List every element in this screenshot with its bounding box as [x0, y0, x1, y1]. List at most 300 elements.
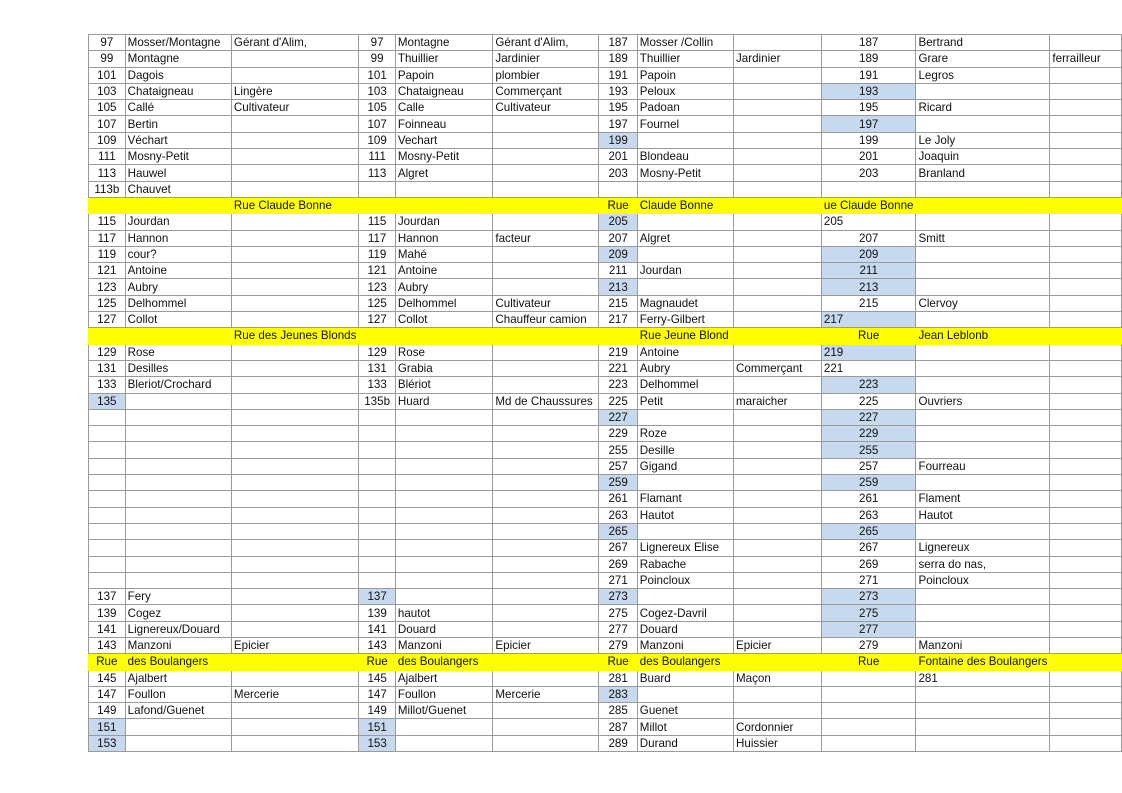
house-number-cell: 209 [821, 246, 916, 262]
table-cell [231, 263, 358, 279]
house-number-cell [359, 572, 395, 588]
table-cell: Commerçant [734, 360, 822, 376]
house-number-cell [89, 442, 126, 458]
house-number-cell: 261 [599, 491, 637, 507]
table-row [89, 51, 1122, 67]
table-row [89, 246, 1122, 262]
table-cell [734, 67, 822, 83]
house-number-cell: 287 [599, 719, 637, 735]
table-cell [637, 475, 733, 491]
table-cell [1050, 230, 1122, 246]
table-cell: Mosser /Collin [637, 35, 733, 51]
table-row [89, 719, 1122, 735]
table-cell [493, 605, 599, 621]
house-number-cell: 147 [359, 686, 395, 702]
table-cell [493, 263, 599, 279]
table-cell [395, 409, 493, 425]
table-cell: hautot [395, 605, 493, 621]
table-cell [493, 246, 599, 262]
table-cell [637, 214, 733, 230]
table-cell [493, 719, 599, 735]
table-cell: Rose [395, 344, 493, 360]
table-cell [231, 670, 358, 686]
house-number-cell: 269 [599, 556, 637, 572]
table-cell: Buard [637, 670, 733, 686]
table-cell [734, 491, 822, 507]
table-cell [231, 654, 358, 670]
table-cell [916, 83, 1050, 99]
table-row [89, 181, 1122, 197]
table-row [89, 214, 1122, 230]
table-cell: Commerçant [493, 83, 599, 99]
table-row [89, 426, 1122, 442]
table-row [89, 230, 1122, 246]
table-cell [916, 246, 1050, 262]
table-cell: plombier [493, 67, 599, 83]
table-cell: Delhommel [395, 295, 493, 311]
house-number-cell [359, 181, 395, 197]
table-cell: Jardinier [734, 51, 822, 67]
table-cell: Jourdan [637, 263, 733, 279]
table-row [89, 686, 1122, 702]
table-cell: Delhommel [125, 295, 231, 311]
table-cell [231, 360, 358, 376]
house-number-cell: 203 [821, 165, 916, 181]
house-number-cell [89, 426, 126, 442]
table-cell: Algret [637, 230, 733, 246]
table-cell: Jourdan [395, 214, 493, 230]
table-cell [125, 328, 231, 344]
house-number-cell: 195 [821, 100, 916, 116]
table-cell [916, 377, 1050, 393]
table-cell: Cogez [125, 605, 231, 621]
house-number-cell: 139 [359, 605, 395, 621]
table-cell [1050, 589, 1122, 605]
house-number-cell: Rue [89, 654, 126, 670]
table-cell [231, 556, 358, 572]
table-cell: Hannon [395, 230, 493, 246]
house-number-cell: 191 [821, 67, 916, 83]
table-cell [1050, 442, 1122, 458]
house-number-cell: 111 [89, 149, 126, 165]
house-number-cell: 113 [359, 165, 395, 181]
table-cell [395, 475, 493, 491]
house-number-cell: 127 [89, 312, 126, 328]
table-cell: 281 [916, 670, 1050, 686]
table-cell: Flamant [637, 491, 733, 507]
house-number-cell [821, 703, 916, 719]
house-number-cell: 197 [821, 116, 916, 132]
table-cell [916, 181, 1050, 197]
table-cell [1050, 426, 1122, 442]
house-number-cell: 201 [599, 149, 637, 165]
table-cell [916, 589, 1050, 605]
house-number-cell [359, 556, 395, 572]
house-number-cell [359, 475, 395, 491]
table-cell: Jean Leblonb [916, 328, 1050, 344]
house-number-cell: 189 [599, 51, 637, 67]
table-cell: cour? [125, 246, 231, 262]
table-cell [1050, 686, 1122, 702]
table-cell [916, 703, 1050, 719]
table-cell: Roze [637, 426, 733, 442]
table-cell: Blériot [395, 377, 493, 393]
table-row [89, 35, 1122, 51]
table-cell: Petit [637, 393, 733, 409]
house-number-cell: 119 [359, 246, 395, 262]
house-number-cell: 271 [821, 572, 916, 588]
table-row [89, 540, 1122, 556]
house-number-cell: 99 [89, 51, 126, 67]
house-number-cell: 207 [599, 230, 637, 246]
table-cell: Delhommel [637, 377, 733, 393]
house-number-cell: 275 [821, 605, 916, 621]
house-number-cell [89, 409, 126, 425]
house-number-cell [821, 719, 916, 735]
table-cell [1050, 409, 1122, 425]
table-cell: Mahé [395, 246, 493, 262]
table-cell: Hannon [125, 230, 231, 246]
table-row [89, 132, 1122, 148]
table-cell [493, 344, 599, 360]
table-cell [493, 458, 599, 474]
table-cell: Guenet [637, 703, 733, 719]
house-number-cell [821, 670, 916, 686]
table-cell [1050, 35, 1122, 51]
table-cell: Chataigneau [395, 83, 493, 99]
table-cell [734, 458, 822, 474]
table-cell [231, 426, 358, 442]
table-cell [231, 572, 358, 588]
house-number-cell: 113b [89, 181, 126, 197]
house-number-cell: 119 [89, 246, 126, 262]
table-cell: Chataigneau [125, 83, 231, 99]
table-cell: Ouvriers [916, 393, 1050, 409]
table-cell [734, 556, 822, 572]
table-cell [231, 735, 358, 751]
table-cell [916, 686, 1050, 702]
table-cell [1050, 491, 1122, 507]
house-number-cell: 221 [599, 360, 637, 376]
table-cell [231, 621, 358, 637]
table-cell: Bertrand [916, 35, 1050, 51]
house-number-cell: Rue [359, 654, 395, 670]
table-cell: Desilles [125, 360, 231, 376]
house-number-cell: 103 [359, 83, 395, 99]
house-number-cell [359, 523, 395, 539]
house-number-cell [359, 491, 395, 507]
house-number-cell [89, 507, 126, 523]
table-cell [395, 197, 493, 213]
table-cell [637, 181, 733, 197]
house-number-cell: 121 [359, 263, 395, 279]
table-cell: Fontaine des Boulangers [916, 654, 1050, 670]
house-number-cell [821, 735, 916, 751]
house-number-cell: 263 [821, 507, 916, 523]
table-cell [125, 719, 231, 735]
table-cell [493, 328, 599, 344]
table-cell [493, 523, 599, 539]
table-cell [734, 83, 822, 99]
table-cell [1050, 328, 1122, 344]
table-cell [231, 214, 358, 230]
table-cell: Manzoni [395, 637, 493, 653]
table-cell: Gérant d'Alim, [231, 35, 358, 51]
table-cell [395, 556, 493, 572]
table-cell [916, 312, 1050, 328]
table-cell [231, 230, 358, 246]
table-cell: Claude Bonne [637, 197, 733, 213]
table-row [89, 637, 1122, 653]
house-number-cell: 255 [821, 442, 916, 458]
table-cell [231, 491, 358, 507]
table-cell: Thuillier [637, 51, 733, 67]
house-number-cell: 195 [599, 100, 637, 116]
table-row [89, 165, 1122, 181]
table-cell [395, 735, 493, 751]
house-number-cell: 193 [599, 83, 637, 99]
table-cell [231, 719, 358, 735]
table-cell [231, 409, 358, 425]
table-cell [493, 540, 599, 556]
table-cell [1050, 295, 1122, 311]
house-number-cell [359, 409, 395, 425]
house-number-cell: 135b [359, 393, 395, 409]
table-cell [125, 475, 231, 491]
table-cell: Grare [916, 51, 1050, 67]
house-number-cell: 115 [89, 214, 126, 230]
house-number-cell: 207 [821, 230, 916, 246]
house-number-cell: 109 [359, 132, 395, 148]
table-cell [395, 589, 493, 605]
table-cell [1050, 540, 1122, 556]
table-row [89, 621, 1122, 637]
table-cell [734, 165, 822, 181]
table-cell [916, 409, 1050, 425]
house-number-cell: 197 [599, 116, 637, 132]
house-number-cell: 257 [599, 458, 637, 474]
house-number-cell: 145 [359, 670, 395, 686]
house-number-cell: 193 [821, 83, 916, 99]
house-number-cell [89, 572, 126, 588]
table-cell [493, 589, 599, 605]
table-cell [125, 197, 231, 213]
house-number-cell: 215 [821, 295, 916, 311]
table-cell: Dagois [125, 67, 231, 83]
table-cell [734, 589, 822, 605]
table-cell [1050, 197, 1122, 213]
table-cell [1050, 165, 1122, 181]
table-cell [395, 540, 493, 556]
table-cell: Thuillier [395, 51, 493, 67]
table-cell [637, 589, 733, 605]
table-cell [493, 475, 599, 491]
house-number-cell: 219 [821, 344, 916, 360]
table-cell [231, 458, 358, 474]
house-number-cell: 259 [821, 475, 916, 491]
table-cell [1050, 523, 1122, 539]
table-row [89, 100, 1122, 116]
table-cell [734, 116, 822, 132]
table-cell: Poincloux [637, 572, 733, 588]
table-cell [916, 719, 1050, 735]
house-number-cell: 149 [359, 703, 395, 719]
table-cell: Flament [916, 491, 1050, 507]
table-cell [637, 409, 733, 425]
table-row [89, 605, 1122, 621]
table-cell [734, 377, 822, 393]
table-cell: Branland [916, 165, 1050, 181]
house-number-cell [89, 197, 126, 213]
house-number-cell: 103 [89, 83, 126, 99]
house-number-cell: 187 [599, 35, 637, 51]
table-cell [1050, 116, 1122, 132]
house-number-cell: 273 [821, 589, 916, 605]
table-cell: Hauwel [125, 165, 231, 181]
table-row [89, 475, 1122, 491]
table-cell: Rue Jeune Blond [637, 328, 733, 344]
house-number-cell [359, 540, 395, 556]
house-number-cell: 273 [599, 589, 637, 605]
table-row [89, 589, 1122, 605]
table-cell [916, 279, 1050, 295]
table-cell: Ajalbert [125, 670, 231, 686]
table-cell: Durand [637, 735, 733, 751]
house-number-cell: 141 [89, 621, 126, 637]
table-cell [1050, 83, 1122, 99]
table-row [89, 116, 1122, 132]
table-cell [916, 442, 1050, 458]
table-cell [637, 279, 733, 295]
table-cell [395, 426, 493, 442]
table-cell [395, 458, 493, 474]
table-cell [734, 35, 822, 51]
table-cell: Epicier [734, 637, 822, 653]
table-cell [231, 181, 358, 197]
house-number-cell: 137 [89, 589, 126, 605]
table-cell: Calle [395, 100, 493, 116]
table-cell: Foullon [395, 686, 493, 702]
house-number-cell: 125 [89, 295, 126, 311]
house-number-cell: 265 [599, 523, 637, 539]
table-cell: Lignereux Elise [637, 540, 733, 556]
table-cell [734, 344, 822, 360]
house-number-cell: 101 [359, 67, 395, 83]
table-cell [916, 197, 1050, 213]
table-cell [734, 621, 822, 637]
table-cell [231, 132, 358, 148]
table-row [89, 67, 1122, 83]
house-number-cell: 277 [821, 621, 916, 637]
table-cell [734, 605, 822, 621]
table-cell [493, 149, 599, 165]
table-cell [493, 491, 599, 507]
table-cell: Peloux [637, 83, 733, 99]
table-cell [1050, 393, 1122, 409]
house-number-cell: 199 [821, 132, 916, 148]
table-cell [493, 132, 599, 148]
table-cell [395, 328, 493, 344]
house-number-cell: 267 [599, 540, 637, 556]
table-cell [125, 491, 231, 507]
table-cell [1050, 279, 1122, 295]
table-cell: Aubry [125, 279, 231, 295]
table-cell [1050, 621, 1122, 637]
table-cell [734, 181, 822, 197]
table-cell [734, 100, 822, 116]
table-cell [734, 572, 822, 588]
table-cell [231, 149, 358, 165]
table-cell [734, 703, 822, 719]
house-number-cell: 153 [359, 735, 395, 751]
house-number-cell [821, 181, 916, 197]
table-cell [1050, 458, 1122, 474]
table-cell: Epicier [231, 637, 358, 653]
table-cell [734, 475, 822, 491]
table-cell [734, 540, 822, 556]
house-number-cell: 229 [821, 426, 916, 442]
table-cell [1050, 246, 1122, 262]
table-cell [637, 523, 733, 539]
table-cell [125, 735, 231, 751]
house-number-cell: 151 [89, 719, 126, 735]
house-number-cell [821, 686, 916, 702]
table-cell: Lafond/Guenet [125, 703, 231, 719]
house-number-cell: 279 [821, 637, 916, 653]
table-cell [493, 442, 599, 458]
house-number-cell: 127 [359, 312, 395, 328]
table-cell: Grabia [395, 360, 493, 376]
table-cell: Lignereux [916, 540, 1050, 556]
table-cell [734, 230, 822, 246]
house-number-cell: 97 [89, 35, 126, 51]
table-cell [1050, 181, 1122, 197]
table-row [89, 360, 1122, 376]
table-cell [231, 279, 358, 295]
house-number-cell: 133 [89, 377, 126, 393]
table-cell: Mosny-Petit [125, 149, 231, 165]
table-cell [734, 507, 822, 523]
table-cell: Antoine [637, 344, 733, 360]
table-cell [493, 214, 599, 230]
table-cell: facteur [493, 230, 599, 246]
table-cell: Mercerie [231, 686, 358, 702]
table-cell [1050, 719, 1122, 735]
house-number-cell: 129 [89, 344, 126, 360]
table-cell [231, 605, 358, 621]
table-cell: Huard [395, 393, 493, 409]
table-row [89, 458, 1122, 474]
table-cell [493, 556, 599, 572]
house-number-cell: Rue [599, 197, 637, 213]
table-cell: Bleriot/Crochard [125, 377, 231, 393]
table-cell [1050, 100, 1122, 116]
table-cell: Hautot [916, 507, 1050, 523]
house-number-cell: 149 [89, 703, 126, 719]
house-number-cell: 105 [89, 100, 126, 116]
house-number-cell [89, 523, 126, 539]
house-number-cell: 269 [821, 556, 916, 572]
table-cell: Cordonnier [734, 719, 822, 735]
house-number-cell: 259 [599, 475, 637, 491]
house-number-cell: 261 [821, 491, 916, 507]
table-cell [493, 181, 599, 197]
table-row [89, 572, 1122, 588]
table-cell: Collot [125, 312, 231, 328]
house-number-cell: 219 [599, 344, 637, 360]
table-cell: Vechart [395, 132, 493, 148]
table-cell [734, 132, 822, 148]
